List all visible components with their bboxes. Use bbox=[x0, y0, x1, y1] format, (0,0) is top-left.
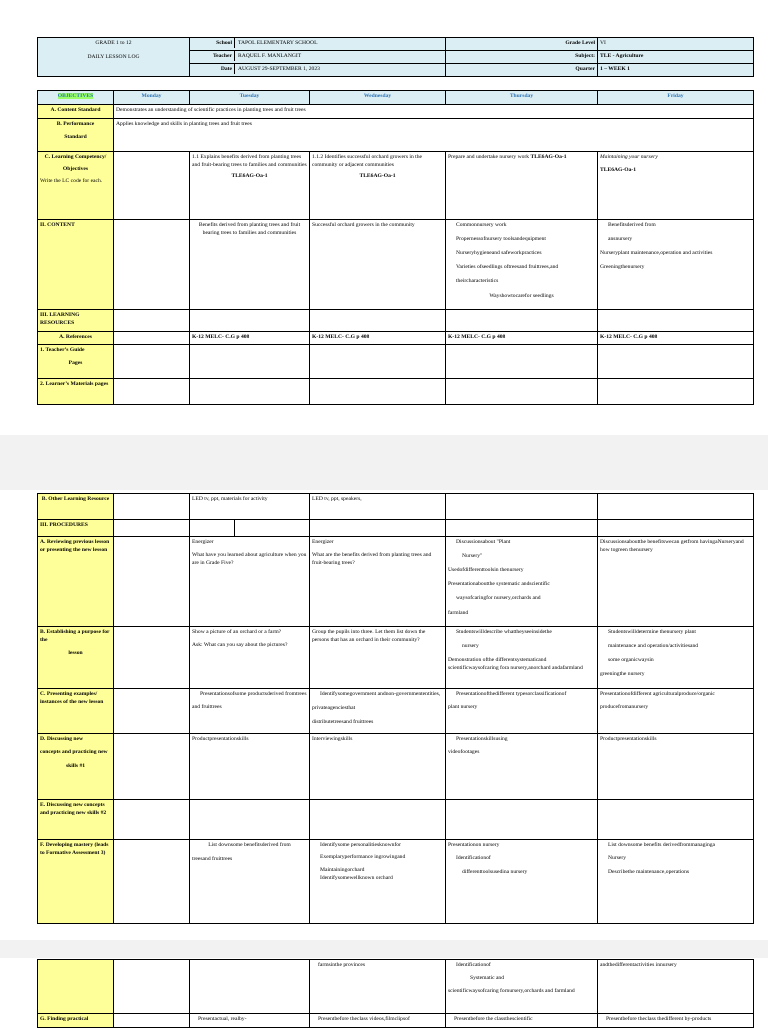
purpose-friday: Studentswilldetermine thenursery plant maintenance and operation/activitiesand some organicwaysin greeningthe nursery bbox=[598, 627, 754, 689]
log-title: DAILY LESSON LOG bbox=[87, 54, 140, 61]
purpose-label: B. Establishing a purpose for the lesson bbox=[38, 627, 114, 689]
performance-text: Applies knowledge and skills in planting trees and fruit trees bbox=[114, 119, 754, 152]
day-thursday: Thursday bbox=[446, 91, 598, 105]
ref-friday: K-12 MELC- C.G p 408 bbox=[598, 332, 754, 345]
header-blank bbox=[38, 64, 190, 77]
purpose-tuesday: Show a picture of an orchard or a farm? Ask: What can you say about the pictures? bbox=[190, 627, 310, 689]
reviewing-label: A. Reviewing previous lesson or presenting the new lesson bbox=[38, 537, 114, 627]
ref-wednesday: K-12 MELC- C.G p 408 bbox=[310, 332, 446, 345]
reviewing-tuesday: Energizer What have you learned about agriculture when you are in Grade Five? bbox=[190, 537, 310, 627]
ref-monday bbox=[114, 332, 190, 345]
lc-friday: Maintaining your nursery TLE6AG-Oa-1 bbox=[598, 152, 754, 220]
content-monday bbox=[114, 220, 190, 310]
purpose-thursday: Studentswilldescribe whattheyseeinsidethe nursery Demonstration ofthe differentsystematicand scientificwaysofcaring fora nursery,anorchard andafarmland bbox=[446, 627, 598, 689]
school-cell bbox=[190, 38, 446, 51]
lesson-log-page3-table bbox=[37, 959, 754, 1028]
continued-friday: andthedifferentactivities innursery bbox=[598, 960, 754, 1014]
content-standard-label: A. Content Standard bbox=[38, 105, 114, 119]
content-wednesday: Successful orchard growers in the community bbox=[310, 220, 446, 310]
teacher-cell bbox=[190, 51, 446, 64]
procedures-label: III. PROCEDURES bbox=[38, 520, 114, 537]
finding-thursday: Presentbefore the classthescientific bbox=[446, 1014, 598, 1028]
school-value: TAPOL ELEMENTARY SCHOOL bbox=[238, 40, 318, 46]
day-monday: Monday bbox=[114, 91, 190, 105]
content-friday: Benefitsderived from ansnursery Nurseryplant maintenance,operation and activities Greeningthenursery bbox=[598, 220, 754, 310]
other-wednesday: LED tv, ppt, speakers, bbox=[310, 494, 446, 520]
presenting-thursday: Presentationofthedifferent typesorclassificationof plant nursery bbox=[446, 689, 598, 734]
presenting-tuesday: Presentationsofsome productsderived fromtrees and fruittrees bbox=[190, 689, 310, 734]
content-thursday: Commonnursery work Propernessofnursery toolsandequipment Nurseryhygieneand safeworkpractices Varieties ofseedlings oftreesand fruittrees,and theircharacteristics Wayshowtocarefor seedlings bbox=[446, 220, 598, 310]
mastery-wednesday: Identifysome personalitiesknownfor Exemplaryperformance ingrowingand Maintainingorchard Identifysomewellknown orchard bbox=[310, 840, 446, 924]
date-value: AUGUST 29-SEPTEMBER 1, 2023 bbox=[238, 66, 320, 72]
presenting-label: C. Presenting examples/ instances of the new lesson bbox=[38, 689, 114, 734]
continued-wednesday: farmsinthe provinces bbox=[310, 960, 446, 1014]
other-resources-label: B. Other Learning Resource bbox=[38, 494, 114, 520]
discussing-2-label: E. Discussing new concepts and practicing new skills #2 bbox=[38, 800, 114, 840]
objectives-header: OBJECTIVES bbox=[38, 91, 114, 105]
learners-materials-label: 2. Learner’s Materials pages bbox=[38, 379, 114, 405]
lc-wednesday: 1.1.2 Identifies successful orchard growers in the community or adjacent communities TLE6AG-Oa-1 bbox=[310, 152, 446, 220]
grade-level-label: Grade Level bbox=[446, 38, 598, 51]
purpose-wednesday: Group the pupils into three. Let them list down the persons that has an orchard in their community? bbox=[310, 627, 446, 689]
quarter-value: 1 – WEEK 1 bbox=[598, 64, 754, 77]
grade-label: GRADE 1 to 12 bbox=[95, 40, 132, 46]
lc-tuesday: 1.1 Explains benefits derived from planting trees and fruit-bearing trees to families and communities TLE6AG-Oa-1 bbox=[190, 152, 310, 220]
grade-level-value: VI bbox=[598, 38, 754, 51]
lesson-log-header-table bbox=[37, 37, 754, 77]
grade-header bbox=[38, 38, 190, 64]
lesson-log-page2-table bbox=[37, 493, 754, 924]
discussing-1-thursday: Presentationskillsusing videofootages bbox=[446, 734, 598, 800]
lesson-log-page1-table bbox=[37, 90, 754, 405]
mastery-label: F. Developing mastery (leads to Formative Assessment 3) bbox=[38, 840, 114, 924]
content-standard-text: Demonstrates an understanding of scientific practices in planting trees and fruit trees bbox=[114, 105, 754, 119]
ref-thursday: K-12 MELC- C.G p 408 bbox=[446, 332, 598, 345]
reviewing-friday: Discussionsaboutthe benefitswecan getfrom havingaNurseryand how togreen thenursery bbox=[598, 537, 754, 627]
quarter-label: Quarter bbox=[446, 64, 598, 77]
references-label: A. References bbox=[38, 332, 114, 345]
mastery-thursday: Presentationon nursery Identificationof differenttoolsusedina nursery bbox=[446, 840, 598, 924]
teachers-guide-label: 1. Teacher’s Guide Pages bbox=[38, 345, 114, 379]
mastery-tuesday: List downsome benefitsderived from treesand fruittrees bbox=[190, 840, 310, 924]
discussing-1-tuesday: Productpresentationskills bbox=[190, 734, 310, 800]
discussing-1-wednesday: Interviewingskills bbox=[310, 734, 446, 800]
other-tuesday: LED tv, ppt, materials for activity bbox=[190, 494, 310, 520]
teacher-value: RAQUEL F. MANLANGIT bbox=[238, 53, 302, 59]
finding-practical-label: G. Finding practical bbox=[38, 1014, 114, 1028]
lc-thursday: Prepare and undertake nursery work TLE6AG-Oa-1 bbox=[446, 152, 598, 220]
day-friday: Friday bbox=[598, 91, 754, 105]
reviewing-thursday: Discussionsabout "Plant Nursery" Usedofdifferenttoolsin thenursery Presentationaboutthe systematic andscientific waysofcaringfor nursery,orchards and farmland bbox=[446, 537, 598, 627]
date-cell bbox=[190, 64, 446, 77]
teacher-label: Teacher bbox=[190, 51, 235, 61]
learning-resources-label: III. LEARNING RESOURCES bbox=[38, 310, 114, 332]
subject-label: Subject: bbox=[446, 51, 598, 64]
subject-value: TLE - Agriculture bbox=[598, 51, 754, 64]
learning-competency-label: C. Learning Competency/ Objectives Write the LC code for each. bbox=[38, 152, 114, 220]
presenting-wednesday: Identifysomegovernment andnon-governmententities, privateagenciesthat distributetreesand fruittrees bbox=[310, 689, 446, 734]
finding-tuesday: Presentactual, realby- bbox=[190, 1014, 310, 1028]
finding-wednesday: Presentbefore theclass videos,filmclipsof bbox=[310, 1014, 446, 1028]
finding-friday: Presentbefore theclass thedifferent by-products bbox=[598, 1014, 754, 1028]
ref-tuesday: K-12 MELC- C.G p 408 bbox=[190, 332, 310, 345]
mastery-friday: List downsome benefits derivedfrommanaginga Nursery Describethe maintenance,operations bbox=[598, 840, 754, 924]
continued-thursday: Identificationof Systematic and scientificwaysofcaring fornursery,orchards and farmland bbox=[446, 960, 598, 1014]
presenting-friday: Presentationofdifferent agriculturalproduce/organic producefromanursery bbox=[598, 689, 754, 734]
day-wednesday: Wednesday bbox=[310, 91, 446, 105]
performance-label: B. Performance Standard bbox=[38, 119, 114, 152]
lc-monday bbox=[114, 152, 190, 220]
content-tuesday: Benefits derived from planting trees and fruit bearing trees to families and communities bbox=[190, 220, 310, 310]
content-label: II. CONTENT bbox=[38, 220, 114, 310]
discussing-1-friday: Productpresentationskills bbox=[598, 734, 754, 800]
reviewing-wednesday: Energizer What are the benefits derived from planting trees and fruit-bearing trees? bbox=[310, 537, 446, 627]
school-label: School bbox=[190, 38, 235, 48]
day-tuesday: Tuesday bbox=[190, 91, 310, 105]
discussing-1-label: D. Discussing new concepts and practicing new skills #1 bbox=[38, 734, 114, 800]
date-label: Date bbox=[190, 64, 235, 74]
